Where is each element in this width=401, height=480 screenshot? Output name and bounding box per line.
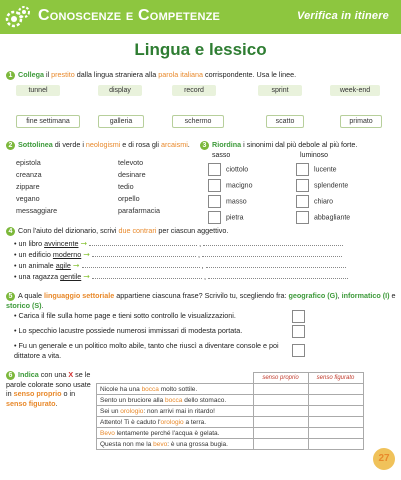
ex1-top-word[interactable]: record bbox=[172, 85, 216, 96]
ex2-column-2 bbox=[118, 157, 160, 217]
ex3-number: 3 bbox=[200, 141, 209, 150]
check-cell[interactable] bbox=[308, 406, 363, 417]
table-row bbox=[97, 417, 364, 428]
ex1-bottom-word[interactable]: schermo bbox=[172, 115, 224, 128]
ex4-item: • un animale agile ➞ , bbox=[14, 261, 394, 272]
ex3-instruction: 3 Riordina i sinonimi dal più debole al più forte. bbox=[200, 140, 396, 150]
rank-box[interactable] bbox=[208, 179, 221, 192]
ex1-bottom-word[interactable]: primato bbox=[340, 115, 382, 128]
ex2-word[interactable]: creanza bbox=[16, 170, 42, 179]
check-cell[interactable] bbox=[253, 406, 308, 417]
ex1-bottom-word[interactable]: scatto bbox=[266, 115, 304, 128]
ex3-column-2 bbox=[296, 163, 350, 227]
gears-logo-icon bbox=[5, 4, 31, 30]
ex5-answer-box[interactable] bbox=[292, 344, 305, 357]
ex4-number: 4 bbox=[6, 227, 15, 236]
ex2-word[interactable]: epistola bbox=[16, 158, 41, 167]
rank-box[interactable] bbox=[296, 195, 309, 208]
answer-blank[interactable] bbox=[92, 278, 202, 279]
answer-blank[interactable] bbox=[82, 267, 200, 268]
ex1-top-word[interactable]: week-end bbox=[330, 85, 380, 96]
table-row bbox=[97, 406, 364, 417]
table-row bbox=[97, 395, 364, 406]
ex2-word[interactable]: vegano bbox=[16, 194, 40, 203]
sentence-cell: Bevo lentamente perché l'acqua è gelata. bbox=[97, 428, 254, 439]
ex3-word: masso bbox=[226, 198, 247, 206]
arrow-icon: ➞ bbox=[80, 239, 88, 248]
ex2-word[interactable]: zippare bbox=[16, 182, 40, 191]
ex2-word[interactable]: tedio bbox=[118, 182, 134, 191]
ex1-top-word[interactable]: tunnel bbox=[16, 85, 60, 96]
ex6-table bbox=[96, 372, 364, 450]
sentence-cell: Attento! Ti è caduto l'orologio a terra. bbox=[97, 417, 254, 428]
table-row bbox=[97, 384, 364, 395]
ex1-bottom-word[interactable]: galleria bbox=[98, 115, 144, 128]
answer-blank[interactable] bbox=[206, 267, 346, 268]
ex5-answer-box[interactable] bbox=[292, 325, 305, 338]
ex3-head-2: luminoso bbox=[300, 152, 329, 159]
ex4-instruction: 4 Con l'aiuto del dizionario, scrivi due contrari per ciascun aggettivo. bbox=[6, 226, 396, 236]
ex4-item: • una ragazza gentile ➞ , bbox=[14, 272, 394, 283]
rank-box[interactable] bbox=[296, 179, 309, 192]
arrow-icon: ➞ bbox=[83, 272, 90, 281]
ex6-instruction: 6 Indica con una X se le parole colorate sono usate in senso proprio o in senso figurato. bbox=[6, 370, 91, 408]
ex4-item: • un edificio moderno ➞ , bbox=[14, 250, 394, 261]
ex5-number: 5 bbox=[6, 292, 15, 301]
ex2-word[interactable]: desinare bbox=[118, 170, 146, 179]
table-row bbox=[97, 428, 364, 439]
table-row bbox=[97, 439, 364, 450]
answer-blank[interactable] bbox=[208, 278, 348, 279]
check-cell[interactable] bbox=[308, 439, 363, 450]
ex5-answer-box[interactable] bbox=[292, 310, 305, 323]
ex2-column-1 bbox=[16, 157, 57, 217]
ex2-word[interactable]: televoto bbox=[118, 158, 144, 167]
ex6-number: 6 bbox=[6, 371, 15, 380]
header-badge: Verifica in itinere bbox=[296, 10, 389, 22]
sentence-cell: Nicole ha una bocca molto sottile. bbox=[97, 384, 254, 395]
ex3-word: pietra bbox=[226, 214, 244, 222]
check-cell[interactable] bbox=[253, 395, 308, 406]
sentence-cell: Sento un bruciore alla bocca dello stomaco. bbox=[97, 395, 254, 406]
ex2-instruction: 2 Sottolinea di verde i neologismi e di rosa gli arcaismi. bbox=[6, 140, 196, 150]
ex3-word: abbagliante bbox=[314, 214, 351, 222]
ex5-item: • Carica il file sulla home page e tieni sotto controllo le visualizzazioni. bbox=[14, 311, 236, 320]
ex5-item: • Lo specchio lacustre possiede numerosi immissari di modesta portata. bbox=[14, 326, 243, 335]
col-header-figurato: senso figurato bbox=[308, 373, 363, 384]
ex1-bottom-word[interactable]: fine settimana bbox=[16, 115, 80, 128]
section-title: Lingua e lessico bbox=[134, 40, 267, 59]
check-cell[interactable] bbox=[308, 384, 363, 395]
ex3-word: splendente bbox=[314, 182, 349, 190]
answer-blank[interactable] bbox=[202, 256, 342, 257]
ex5-item: • Fu un generale e un politico molto abile, tanto che riuscì a diventare console e poi dittatore a vita. bbox=[14, 341, 279, 360]
rank-box[interactable] bbox=[208, 163, 221, 176]
ex2-word[interactable]: orpello bbox=[118, 194, 140, 203]
col-header-proprio: senso proprio bbox=[253, 373, 308, 384]
ex2-word[interactable]: messaggiare bbox=[16, 206, 58, 215]
ex4-item: • un libro avvincente ➞ , bbox=[14, 239, 394, 250]
ex3-column-1 bbox=[208, 163, 252, 227]
answer-blank[interactable] bbox=[89, 245, 197, 246]
rank-box[interactable] bbox=[296, 211, 309, 224]
check-cell[interactable] bbox=[253, 417, 308, 428]
arrow-icon: ➞ bbox=[83, 250, 90, 259]
page-header bbox=[0, 0, 401, 34]
ex2-word[interactable]: parafarmacia bbox=[118, 206, 160, 215]
rank-box[interactable] bbox=[296, 163, 309, 176]
ex2-number: 2 bbox=[6, 141, 15, 150]
sentence-cell: Sei un orologio: non arrivi mai in ritardo! bbox=[97, 406, 254, 417]
ex3-word: chiaro bbox=[314, 198, 334, 206]
check-cell[interactable] bbox=[308, 417, 363, 428]
check-cell[interactable] bbox=[253, 384, 308, 395]
page-number: 27 bbox=[373, 448, 395, 470]
check-cell[interactable] bbox=[308, 428, 363, 439]
ex3-word: ciottolo bbox=[226, 166, 249, 174]
arrow-icon: ➞ bbox=[72, 261, 80, 270]
ex3-word: macigno bbox=[226, 182, 253, 190]
ex1-number: 1 bbox=[6, 71, 15, 80]
answer-blank[interactable] bbox=[203, 245, 343, 246]
ex3-head-1: sasso bbox=[212, 152, 231, 159]
ex4-list bbox=[14, 239, 394, 283]
ex1-top-word[interactable]: display bbox=[98, 85, 142, 96]
ex5-instruction: 5 A quale linguaggio settoriale appartiene ciascuna frase? Scrivilo tu, scegliendo fra: geografico (G), informatico (I) e storico (S). bbox=[6, 291, 396, 310]
sentence-cell: Questa non me la bevo: è una grossa bugia. bbox=[97, 439, 254, 450]
ex1-instruction: 1 Collega il prestito dalla lingua straniera alla parola italiana corrispondente. Usa le linee. bbox=[6, 70, 396, 80]
rank-box[interactable] bbox=[208, 195, 221, 208]
ex1-top-word[interactable]: sprint bbox=[258, 85, 302, 96]
check-cell[interactable] bbox=[253, 439, 308, 450]
answer-blank[interactable] bbox=[92, 256, 196, 257]
ex3-word: lucente bbox=[314, 166, 337, 174]
check-cell[interactable] bbox=[308, 395, 363, 406]
header-title: Conoscenze e Competenze bbox=[38, 7, 221, 24]
check-cell[interactable] bbox=[253, 428, 308, 439]
rank-box[interactable] bbox=[208, 211, 221, 224]
